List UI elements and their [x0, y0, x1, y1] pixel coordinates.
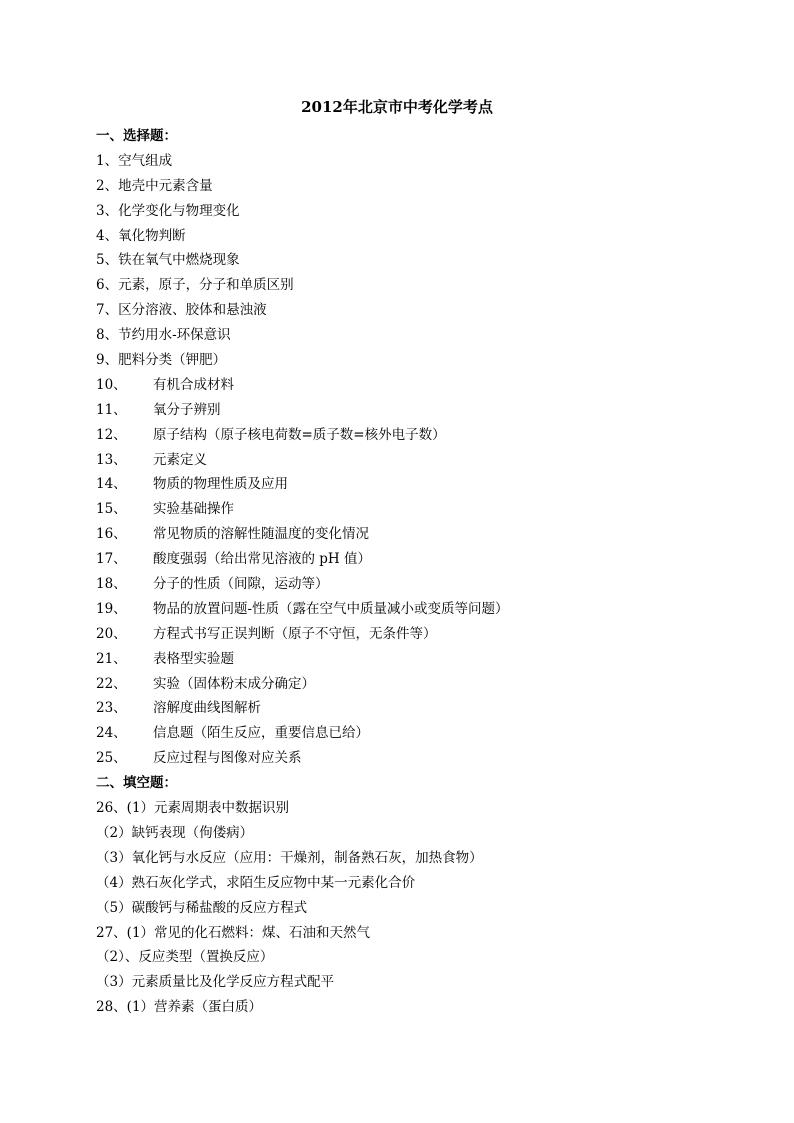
list-item — [96, 896, 716, 921]
item-text: 常见物质的溶解性随温度的变化情况 — [153, 526, 369, 543]
item-text: 方程式书写正误判断（原子不守恒，无条件等） — [153, 625, 437, 642]
list-item — [96, 572, 716, 597]
list-item — [96, 846, 716, 871]
item-text: 有机合成材料 — [153, 376, 234, 393]
list-item — [96, 398, 716, 423]
item-number: 15、 — [96, 501, 127, 518]
item-text: 物品的放置问题-性质（露在空气中质量减小或变质等问题） — [153, 600, 509, 617]
item-text: 元素定义 — [153, 451, 207, 468]
list-item — [96, 597, 716, 622]
item-text: 区分溶液、胶体和悬浊液 — [118, 302, 267, 319]
list-item — [96, 323, 716, 348]
list-item — [96, 921, 716, 946]
list-item — [96, 672, 716, 697]
list-item — [96, 945, 716, 970]
item-number: 19、 — [96, 600, 127, 617]
item-text: （4）熟石灰化学式，求陌生反应物中某一元素化合价 — [96, 874, 416, 891]
item-number: 6、 — [96, 277, 119, 294]
item-number: 4、 — [96, 227, 119, 244]
item-text: 26、(1）元素周期表中数据识别 — [96, 800, 290, 817]
item-text: 酸度强弱（给出常见溶液的 pH 值） — [153, 551, 371, 568]
list-item — [96, 149, 716, 174]
item-text: 节约用水-环保意识 — [118, 327, 231, 344]
item-number: 11、 — [96, 401, 127, 418]
item-text: 铁在氧气中燃烧现象 — [118, 252, 240, 269]
item-text: 肥料分类（钾肥） — [118, 352, 227, 369]
item-number: 24、 — [96, 725, 127, 742]
item-text: 溶解度曲线图解析 — [153, 700, 261, 717]
item-number: 16、 — [96, 526, 127, 543]
item-number: 12、 — [96, 426, 127, 443]
item-number: 2、 — [96, 177, 119, 194]
list-item — [96, 647, 716, 672]
list-item — [96, 348, 716, 373]
item-number: 17、 — [96, 551, 127, 568]
list-item — [96, 248, 716, 273]
item-number: 14、 — [96, 476, 127, 493]
document-title: 2012年北京市中考化学考点 — [301, 98, 493, 116]
item-text: 化学变化与物理变化 — [118, 202, 240, 219]
section-heading: 二、填空题： — [96, 775, 177, 792]
list-item — [96, 547, 716, 572]
list-item — [96, 199, 716, 224]
item-text: 空气组成 — [118, 152, 173, 169]
item-number: 21、 — [96, 650, 127, 667]
list-item — [96, 273, 716, 298]
list-item — [96, 522, 716, 547]
item-text: 原子结构（原子核电荷数=质子数=核外电子数） — [153, 426, 446, 443]
item-text: （2）、反应类型（置换反应） — [96, 949, 274, 966]
item-number: 3、 — [96, 202, 119, 219]
item-number: 23、 — [96, 700, 127, 717]
item-number: 13、 — [96, 451, 127, 468]
item-text: 氧分子辨别 — [153, 401, 221, 418]
item-text: 表格型实验题 — [153, 650, 234, 667]
item-text: 元素，原子，分子和单质区别 — [118, 277, 294, 294]
list-item — [96, 871, 716, 896]
list-item — [96, 746, 716, 771]
item-number: 8、 — [96, 327, 119, 344]
item-text: （3）氧化钙与水反应（应用：干燥剂，制备熟石灰，加热食物） — [96, 849, 483, 866]
section-heading: 一、选择题： — [96, 128, 177, 144]
list-item — [96, 796, 716, 821]
list-item — [96, 448, 716, 473]
list-item — [96, 373, 716, 398]
item-text: 氧化物判断 — [118, 227, 186, 244]
list-item — [96, 821, 716, 846]
item-text: （5）碳酸钙与稀盐酸的反应方程式 — [96, 899, 308, 916]
list-item — [96, 298, 716, 323]
list-item — [96, 622, 716, 647]
item-text: 实验基础操作 — [153, 501, 234, 518]
item-text: 27、(1）常见的化石燃料：煤、石油和天然气 — [96, 924, 371, 941]
item-text: 地壳中元素含量 — [118, 177, 213, 194]
list-item — [96, 472, 716, 497]
list-item — [96, 970, 716, 995]
item-text: （2）缺钙表现（佝偻病） — [96, 824, 254, 841]
item-number: 18、 — [96, 576, 127, 593]
item-number: 5、 — [96, 252, 119, 269]
item-number: 9、 — [96, 352, 119, 369]
item-number: 10、 — [96, 376, 127, 393]
list-item — [96, 174, 716, 199]
document-body — [96, 124, 716, 1020]
list-item — [96, 721, 716, 746]
list-item — [96, 423, 716, 448]
item-text: 分子的性质（间隙，运动等） — [153, 576, 329, 593]
item-text: 实验（固体粉末成分确定） — [153, 675, 315, 692]
item-number: 20、 — [96, 625, 127, 642]
item-text: 信息题（陌生反应，重要信息已给） — [153, 725, 369, 742]
item-number: 1、 — [96, 152, 119, 169]
item-number: 7、 — [96, 302, 119, 319]
item-text: （3）元素质量比及化学反应方程式配平 — [96, 974, 335, 991]
list-item — [96, 696, 716, 721]
list-item — [96, 995, 716, 1020]
item-text: 物质的物理性质及应用 — [153, 476, 288, 493]
list-item — [96, 497, 716, 522]
item-text: 28、(1）营养素（蛋白质） — [96, 999, 263, 1016]
item-text: 反应过程与图像对应关系 — [153, 750, 302, 767]
item-number: 25、 — [96, 750, 127, 767]
list-item — [96, 224, 716, 249]
item-number: 22、 — [96, 675, 127, 692]
